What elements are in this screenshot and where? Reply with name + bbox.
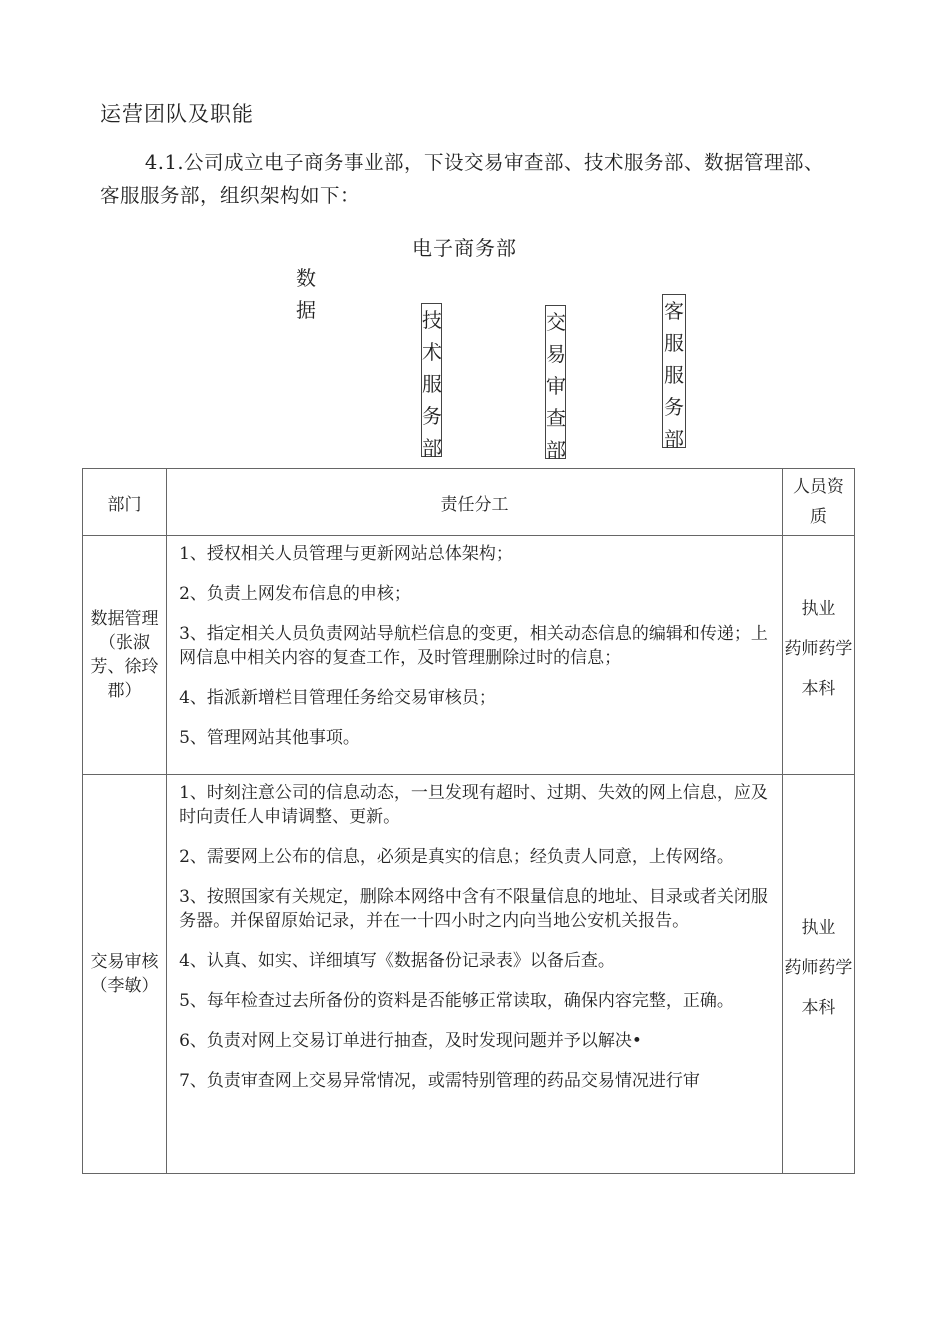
org-box-char: 客: [664, 299, 684, 323]
table-header-row: [83, 469, 855, 536]
table-row: [83, 775, 855, 1174]
org-box-char: 服: [422, 372, 442, 396]
responsibility-table: [82, 468, 855, 1174]
org-box-customer-service: [662, 294, 686, 451]
org-box-char: 交: [546, 310, 566, 334]
org-box-char: 据: [296, 298, 316, 322]
org-box-tech-service: [421, 303, 442, 460]
org-box-data-management: [293, 262, 319, 322]
org-box-char: 数: [296, 266, 316, 290]
org-chart-title: 电子商务部: [412, 236, 517, 260]
header-dept: 部门: [83, 469, 167, 536]
duty-item: 3、指定相关人员负责网站导航栏信息的变更，相关动态信息的编辑和传递；上网信息中相关内容的复查工作，及时管理删除过时的信息；: [179, 624, 768, 668]
duty-item: 7、负责审查网上交易异常情况，或需特别管理的药品交易情况进行审: [179, 1071, 700, 1091]
qual-line: 执业: [801, 599, 836, 619]
org-box-char: 查: [546, 406, 566, 430]
dept-cell: 数据管理（张淑芳、徐玲郡）: [83, 536, 167, 775]
duty-item: 6、负责对网上交易订单进行抽查，及时发现问题并予以解决•: [179, 1031, 642, 1051]
qual-cell: [782, 775, 854, 1174]
duty-item: 5、管理网站其他事项。: [179, 728, 360, 748]
section-heading: 运营团队及职能: [100, 102, 254, 126]
qual-line: 执业: [801, 918, 836, 938]
org-box-char: 术: [422, 340, 442, 364]
org-box-char: 服: [664, 331, 684, 355]
intro-paragraph: 4.1.公司成立电子商务事业部，下设交易审查部、技术服务部、数据管理部、客服服务部，组织架构如下：: [100, 151, 825, 207]
qual-line: 药师药学: [784, 958, 853, 978]
org-box-char: 审: [546, 374, 566, 398]
duty-item: 2、负责上网发布信息的申核；: [179, 584, 411, 604]
org-box-char: 部: [664, 427, 684, 451]
header-duty: 责任分工: [167, 469, 783, 536]
duty-item: 1、授权相关人员管理与更新网站总体架构；: [179, 544, 513, 564]
duty-item: 4、指派新增栏目管理任务给交易审核员；: [179, 688, 496, 708]
org-box-char: 部: [422, 436, 442, 460]
table-row: [83, 536, 855, 775]
org-box-char: 易: [546, 342, 566, 366]
org-box-char: 务: [422, 404, 442, 428]
dept-cell: 交易审核（李敏）: [83, 775, 167, 1174]
header-qual: 人员资质: [782, 469, 854, 536]
duty-cell: [167, 775, 783, 1174]
duty-item: 2、需要网上公布的信息，必须是真实的信息；经负责人同意，上传网络。: [179, 847, 734, 867]
duty-item: 1、时刻注意公司的信息动态，一旦发现有超时、过期、失效的网上信息，应及时向责任人申请调整、更新。: [179, 783, 768, 827]
duty-item: 4、认真、如实、详细填写《数据备份记录表》以备后查。: [179, 951, 615, 971]
org-box-char: 技: [422, 308, 442, 332]
org-box-char: 务: [664, 395, 684, 419]
org-box-char: 部: [546, 438, 566, 462]
qual-line: 本科: [801, 679, 836, 699]
qual-line: 药师药学: [784, 639, 853, 659]
org-box-char: 服: [664, 363, 684, 387]
duty-cell: [167, 536, 783, 775]
duty-item: 3、按照国家有关规定，删除本网络中含有不限量信息的地址、目录或者关闭服务器。并保留原始记录，并在一十四小时之内向当地公安机关报告。: [179, 887, 768, 931]
qual-cell: [782, 536, 854, 775]
org-box-trade-review: [545, 305, 566, 462]
qual-line: 本科: [801, 998, 836, 1018]
duty-item: 5、每年检查过去所备份的资料是否能够正常读取，确保内容完整，正确。: [179, 991, 734, 1011]
